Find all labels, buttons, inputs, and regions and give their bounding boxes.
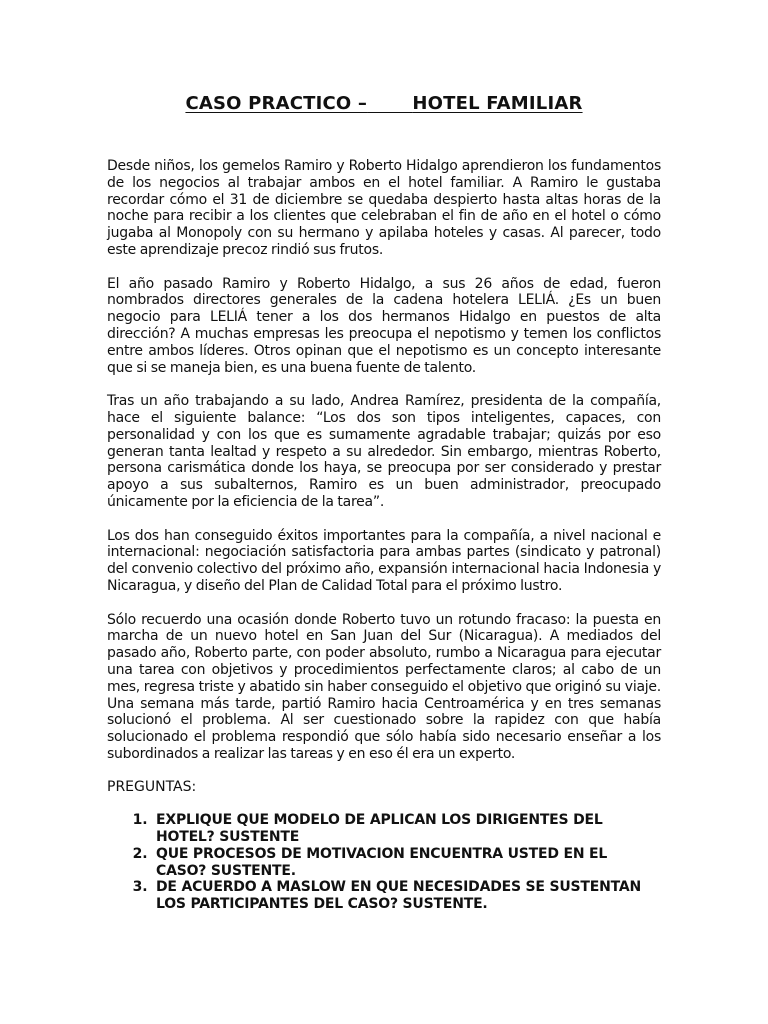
question-item-1: 1. EXPLIQUE QUE MODELO DE APLICAN LOS DIRIGENTES DEL HOTEL? SUSTENTE — [152, 812, 661, 846]
document-title — [107, 92, 661, 116]
document-page — [107, 92, 661, 913]
title-right: HOTEL FAMILIAR — [412, 93, 583, 114]
paragraph-2: El año pasado Ramiro y Roberto Hidalgo, a sus 26 años de edad, fueron nombrados directores generales de la cadena hotelera LELIÁ. ¿Es un buen negocio para LELIÁ tener a los dos hermanos Hidalgo en puestos de alta dirección? A muchas empresas les preocupa el nepotismo y temen los conflictos entre ambos líderes. Otros opinan que el nepotismo es un concepto interesante que si se maneja bien, es una buena fuente de talento. — [107, 275, 661, 376]
paragraph-4: Los dos han conseguido éxitos importantes para la compañía, a nivel nacional e internacional: negociación satisfactoria para ambas partes (sindicato y patronal) del convenio colectivo del próximo año, expansión internacional hacia Indonesia y Nicaragua, y diseño del Plan de Calidad Total para el próximo lustro. — [107, 527, 661, 594]
title-gap — [367, 93, 412, 114]
question-item-2: 2. QUE PROCESOS DE MOTIVACION ENCUENTRA USTED EN EL CASO? SUSTENTE. — [152, 846, 661, 880]
question-item-3: 3. DE ACUERDO A MASLOW EN QUE NECESIDADES SE SUSTENTAN LOS PARTICIPANTES DEL CASO? SUSTENTE. — [152, 879, 661, 913]
paragraph-1: Desde niños, los gemelos Ramiro y Roberto Hidalgo aprendieron los fundamentos de los negocios al trabajar ambos en el hotel familiar. A Ramiro le gustaba recordar cómo el 31 de diciembre se quedaba despierto hasta altas horas de la noche para recibir a los clientes que celebraban el fin de año en el hotel o cómo jugaba al Monopoly con su hermano y apilaba hoteles y casas. Al parecer, todo este aprendizaje precoz rindió sus frutos. — [107, 158, 661, 258]
questions-heading: PREGUNTAS: — [107, 779, 197, 796]
title-left: CASO PRACTICO – — [185, 93, 368, 114]
paragraph-3: Tras un año trabajando a su lado, Andrea Ramírez, presidenta de la compañía, hace el siguiente balance: “Los dos son tipos inteligentes, capaces, con personalidad y con los que es sumamente agradable trabajar; quizás por eso generan tanta lealtad y respeto a su alrededor. Sin embargo, mientras Roberto, persona carismática donde los haya, se preocupa por ser considerado y prestar apoyo a sus subalternos, Ramiro es un buen administrador, preocupado únicamente por la eficiencia de la tarea”. — [107, 393, 661, 510]
paragraph-5: Sólo recuerdo una ocasión donde Roberto tuvo un rotundo fracaso: la puesta en marcha de un nuevo hotel en San Juan del Sur (Nicaragua). A mediados del pasado año, Roberto parte, con poder absoluto, rumbo a Nicaragua para ejecutar una tarea con objetivos y procedimientos perfectamente claros; al cabo de un mes, regresa triste y abatido sin haber conseguido el objetivo que originó su viaje. Una semana más tarde, partió Ramiro hacia Centroamérica y en tres semanas solucionó el problema. Al ser cuestionado sobre la rapidez con que había solucionado el problema respondió que sólo había sido necesario enseñar a los subordinados a realizar las tareas y en eso él era un experto. — [107, 611, 661, 762]
questions-list — [107, 812, 661, 913]
